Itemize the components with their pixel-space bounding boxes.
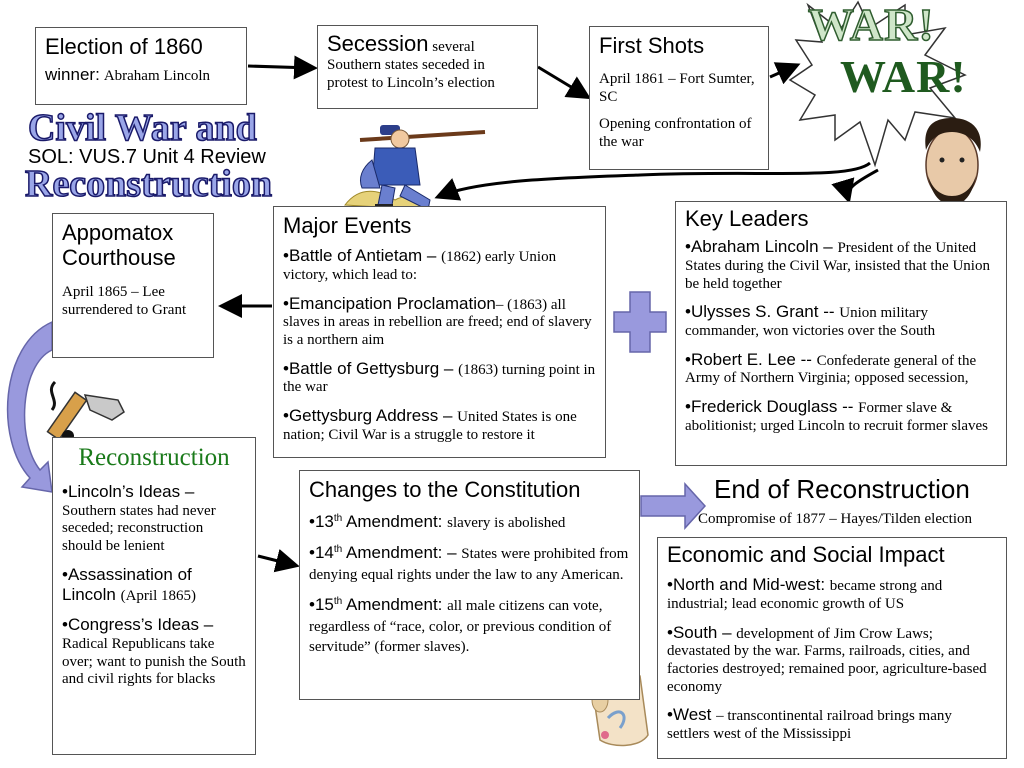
major-event-item: •Emancipation Proclamation– (1863) all slaves in areas in rebellion are freed; end of slavery is a northern aim — [283, 293, 592, 349]
reconstruction-item: •Lincoln’s Ideas – Southern states had never seceded; reconstruction should be lenient — [62, 482, 216, 555]
appomattox-box — [52, 213, 214, 358]
leader-item: •Abraham Lincoln – President of the United States during the Civil War, insisted that the Union be held together — [685, 237, 990, 292]
title-line-2: Reconstruction — [25, 163, 272, 205]
major-events-box — [273, 206, 606, 458]
major-event-item: •Gettysburg Address – United States is one nation; Civil War is a struggle to restore it — [283, 406, 577, 443]
election-box — [35, 27, 247, 105]
end-reconstruction-text: Compromise of 1877 – Hayes/Tilden election — [698, 511, 972, 527]
economic-item: •North and Mid-west: became strong and industrial; lead economic growth of US — [667, 575, 943, 612]
constitution-box — [299, 470, 640, 700]
key-leaders-title: Key Leaders — [685, 206, 809, 231]
arrow-firstshots-war — [770, 66, 795, 77]
first-shots-title: First Shots — [599, 33, 705, 58]
secession-box — [317, 25, 538, 109]
secession-text: several Southern states seceded in protest to Lincoln’s election — [327, 39, 495, 92]
appomattox-text: April 1865 – Lee surrendered to Grant — [62, 283, 187, 318]
hammer-icon — [48, 382, 124, 442]
reconstruction-item: •Congress’s Ideas – Radical Republicans take over; want to punish the South and civil rights for blacks — [62, 615, 246, 688]
leader-item: •Robert E. Lee -- Confederate general of the Army of Northern Virginia; opposed secession, — [685, 349, 977, 387]
amendment-item: •15th Amendment: all male citizens can vote, regardless of “race, color, or previous condition of servitude” (former slaves). — [309, 595, 612, 656]
major-events-title: Major Events — [283, 213, 412, 238]
reconstruction-box — [52, 437, 256, 755]
war-wordart: WAR! — [808, 0, 935, 50]
economic-box — [657, 537, 1007, 759]
major-event-item: •Battle of Antietam – (1862) early Union victory, which lead to: — [283, 246, 557, 283]
economic-item: •West – transcontinental railroad brings many settlers west of the Mississippi — [667, 705, 952, 743]
curved-arrow-shape — [8, 322, 52, 492]
economic-title: Economic and Social Impact — [667, 542, 945, 567]
leader-item: •Frederick Douglass -- Former slave & abolitionist; urged Lincoln to recruit former slaves — [685, 397, 988, 434]
constitution-title: Changes to the Constitution — [309, 477, 581, 502]
amendment-item: •13th Amendment: slavery is abolished — [309, 512, 566, 532]
amendment-item: •14th Amendment: – States were prohibited from denying equal rights under the law to any American. — [309, 542, 629, 583]
soldier-illustration — [345, 125, 485, 213]
election-title: Election of 1860 — [45, 34, 203, 59]
arrow-secession-firstshots — [538, 67, 586, 96]
appomattox-title: Appomatox Courthouse — [62, 220, 176, 271]
arrow-reconstruction-constitution — [258, 556, 294, 565]
first-shots-text: Opening confrontation of the war — [599, 116, 752, 151]
first-shots-date: April 1861 – Fort Sumter, SC — [599, 71, 755, 106]
arrow-election-secession — [248, 66, 312, 68]
arrow-war-keyleaders — [848, 170, 878, 198]
title-line-1: Civil War and — [28, 107, 257, 149]
subtitle: SOL: VUS.7 Unit 4 Review — [28, 146, 266, 168]
secession-content — [327, 31, 528, 92]
secession-title: Secession — [327, 31, 429, 56]
leader-item: •Ulysses S. Grant -- Union military commander, won victories over the South — [685, 302, 936, 340]
war-wordart-2: WAR! — [840, 51, 967, 102]
plus-shape — [614, 292, 666, 352]
key-leaders-box — [675, 201, 1007, 466]
election-winner-label: winner: — [45, 65, 100, 85]
end-reconstruction-title: End of Reconstruction — [714, 474, 970, 504]
major-event-item: •Battle of Gettysburg – (1863) turning point in the war — [283, 358, 596, 396]
reconstruction-item: •Assassination of Lincoln (April 1865) — [62, 564, 197, 605]
election-winner: Abraham Lincoln — [103, 68, 211, 85]
economic-item: •South – development of Jim Crow Laws; devastated by the war. Farms, railroads, cities, and factories destroyed; remained poor, agriculture-based economy — [667, 622, 987, 695]
block-arrow-shape — [641, 484, 705, 528]
reconstruction-title: Reconstruction — [78, 444, 230, 471]
first-shots-box — [589, 26, 769, 170]
